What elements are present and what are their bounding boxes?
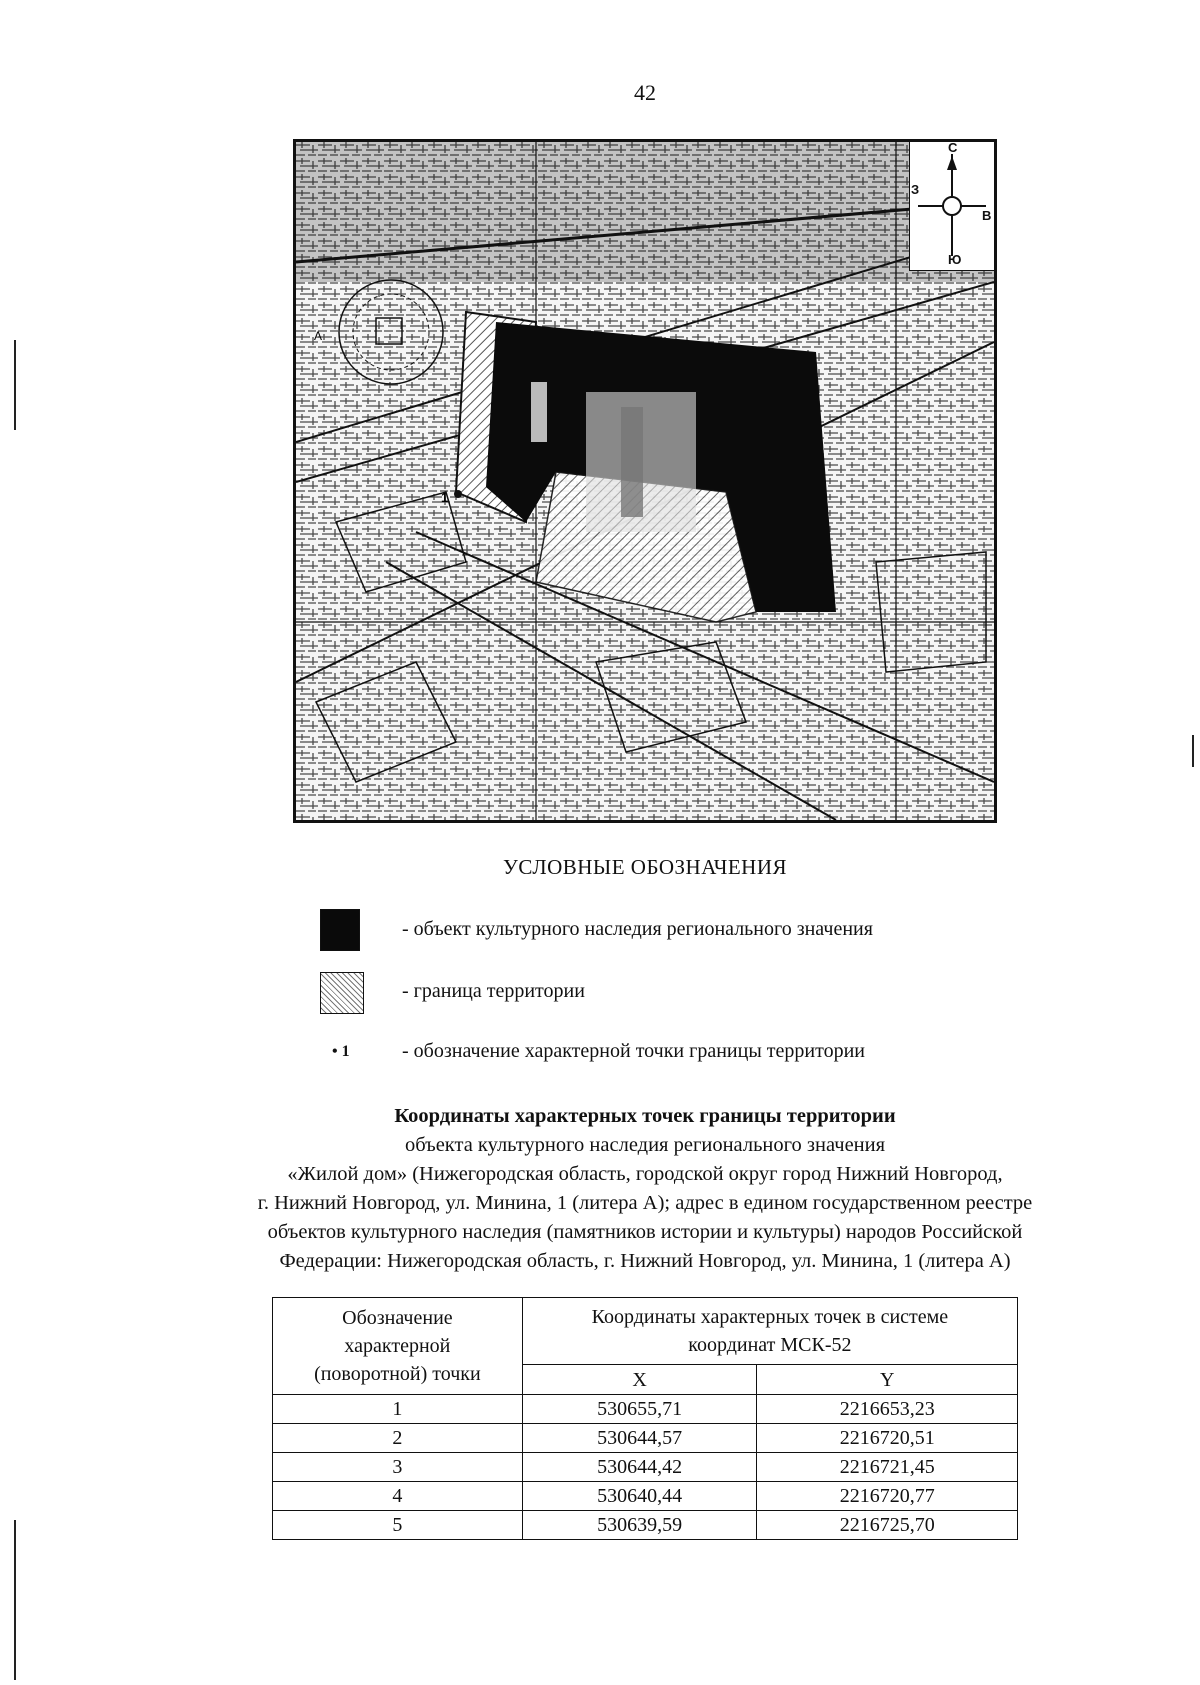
legend-item-label: - обозначение характерной точки границы территории <box>402 1040 865 1062</box>
hatched-fill-swatch-icon <box>320 972 364 1014</box>
point-marker-icon: • 1 <box>332 1043 350 1060</box>
table-row <box>273 1424 1018 1453</box>
legend-item-label: - граница территории <box>402 980 585 1002</box>
point-number-cell: 4 <box>273 1482 523 1511</box>
point-number-cell: 2 <box>273 1424 523 1453</box>
scan-artifact-line <box>1192 735 1194 767</box>
solid-fill-swatch-icon <box>320 909 360 951</box>
point-column-header: Обозначение характерной (поворотной) точки <box>273 1298 523 1395</box>
cadastral-map <box>293 139 997 823</box>
x-coordinate-cell: 530639,59 <box>522 1511 757 1540</box>
table-row <box>273 1395 1018 1424</box>
scan-artifact-line <box>14 340 16 430</box>
table-row <box>273 1482 1018 1511</box>
y-coordinate-cell: 2216725,70 <box>757 1511 1018 1540</box>
table-header-row <box>273 1298 1018 1365</box>
legend-item-label: - объект культурного наследия регионального значения <box>402 918 873 940</box>
point-number-cell: 1 <box>273 1395 523 1424</box>
legend-title: УСЛОВНЫЕ ОБОЗНАЧЕНИЯ <box>502 855 788 879</box>
scan-artifact-line <box>14 1520 16 1680</box>
x-coordinate-cell: 530644,57 <box>522 1424 757 1453</box>
x-coordinate-cell: 530655,71 <box>522 1395 757 1424</box>
point-number-cell: 3 <box>273 1453 523 1482</box>
y-column-header: Y <box>757 1365 1018 1395</box>
coordinates-column-header: Координаты характерных точек в системе координат МСК-52 <box>522 1298 1017 1365</box>
point-number-cell: 5 <box>273 1511 523 1540</box>
y-coordinate-cell: 2216721,45 <box>757 1453 1018 1482</box>
heading-line: г. Нижний Новгород, ул. Минина, 1 (литера А); адрес в едином государственном реестре <box>257 1192 1033 1214</box>
y-coordinate-cell: 2216720,77 <box>757 1482 1018 1511</box>
table-row <box>273 1453 1018 1482</box>
compass-east-label: В <box>982 208 992 223</box>
map-drawing <box>296 142 994 820</box>
y-coordinate-cell: 2216720,51 <box>757 1424 1018 1453</box>
compass-south-label: Ю <box>948 252 962 267</box>
compass-rose-icon <box>910 142 994 270</box>
page-number: 42 <box>634 80 656 105</box>
coordinates-heading: Координаты характерных точек границы территории <box>394 1105 896 1127</box>
compass-north-label: С <box>948 140 958 155</box>
x-coordinate-cell: 530644,42 <box>522 1453 757 1482</box>
map-point-label: 1 <box>441 490 449 505</box>
heading-line: Федерации: Нижегородская область, г. Нижний Новгород, ул. Минина, 1 (литера А) <box>279 1250 1011 1272</box>
map-lot-label: А <box>314 329 323 343</box>
x-coordinate-cell: 530640,44 <box>522 1482 757 1511</box>
north-arrow <box>909 142 994 271</box>
y-coordinate-cell: 2216653,23 <box>757 1395 1018 1424</box>
heading-line: объекта культурного наследия регионального значения <box>404 1134 886 1156</box>
coordinates-table <box>272 1297 1018 1540</box>
x-column-header: X <box>522 1365 757 1395</box>
table-row <box>273 1511 1018 1540</box>
heading-line: объектов культурного наследия (памятников истории и культуры) народов Российской <box>267 1221 1023 1243</box>
heading-line: «Жилой дом» (Нижегородская область, городской округ город Нижний Новгород, <box>287 1163 1003 1185</box>
compass-west-label: З <box>911 182 920 197</box>
